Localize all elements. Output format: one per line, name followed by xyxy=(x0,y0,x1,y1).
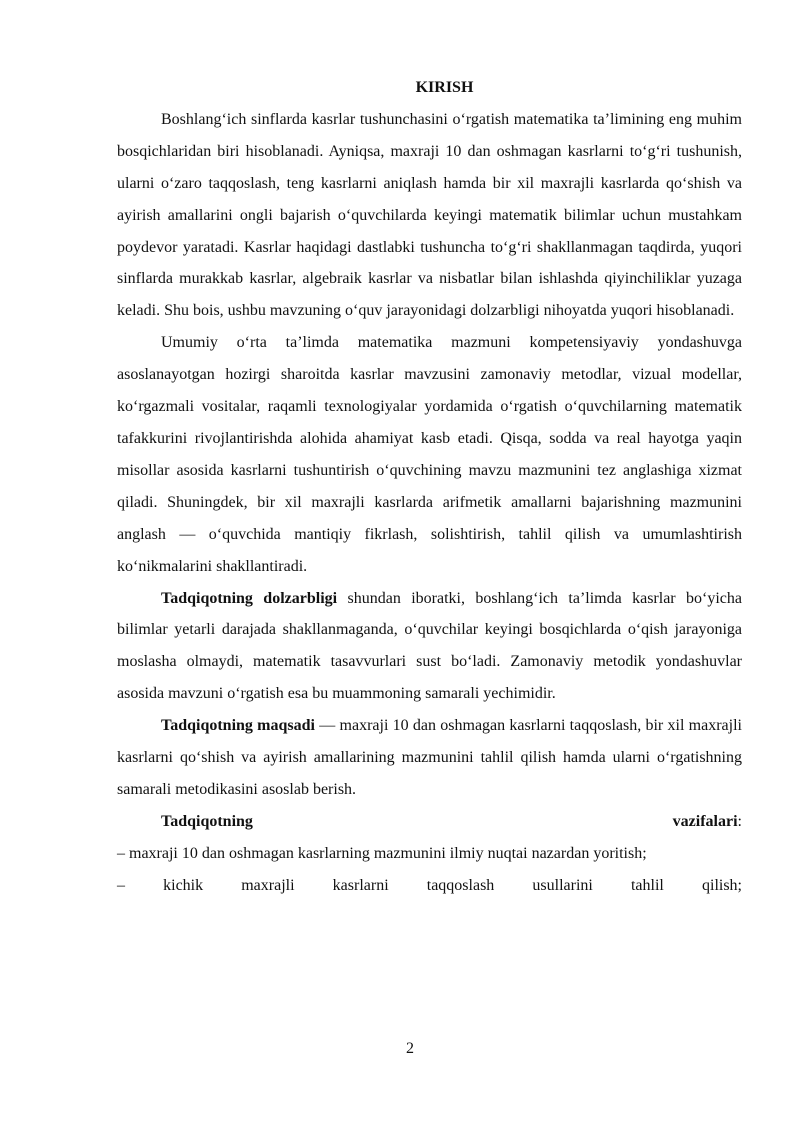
paragraph-approach: Umumiy o‘rta ta’limda matematika mazmuni kompetensiyaviy yondashuvga asoslanayotgan hozirgi sharoitda kasrlar mavzusini zamonaviy metodlar, vizual modellar, ko‘rgazmali vositalar, raqamli texnologiyalar yordamida o‘rgatish o‘quvchilarning matematik tafakkurini rivojlantirishda alohida ahamiyat kasb etadi. Qisqa, sodda va real hayotga yaqin misollar asosida kasrlarni tushuntirish o‘quvchining mavzu mazmunini tez anglashiga xizmat qiladi. Shuningdek, bir xil maxrajli kasrlarda arifmetik amallarni bajarishning mazmunini anglash — o‘quvchida mantiqiy fikrlash, solishtirish, tahlil qilish va umumlashtirish ko‘nikmalarini shakllantiradi. xyxy=(117,334,742,575)
goal-text: — maxraji 10 dan oshmagan kasrlarni taqqoslash, bir xil maxrajli kasrlarni qo‘shish va ayirish amallarining mazmunini tahlil qilish hamda ularni o‘rgatishning samarali metodikasini asoslab berish. xyxy=(117,717,742,798)
paragraph-goal xyxy=(117,710,742,806)
page-number: 2 xyxy=(406,1040,414,1057)
page-title: KIRISH xyxy=(415,79,474,96)
document-body xyxy=(117,72,742,902)
paragraph-intro: Boshlang‘ich sinflarda kasrlar tushunchasini o‘rgatish matematika ta’limining eng muhim bosqichlaridan biri hisoblanadi. Ayniqsa, maxraji 10 dan oshmagan kasrlarni to‘g‘ri tushunish, ularni o‘zaro taqqoslash, teng kasrlarni aniqlash hamda bir xil maxrajli kasrlarda qo‘shish va ayirish amallarini ongli bajarish o‘quvchilarda keyingi matematik bilimlar uchun mustahkam poydevor yaratadi. Kasrlar haqidagi dastlabki tushuncha to‘g‘ri shakllanmagan taqdirda, yuqori sinflarda murakkab kasrlar, algebraik kasrlar va nisbatlar bilan ishlashda qiyinchiliklar yuzaga keladi. Shu bois, ushbu mavzuning o‘quv jarayonidagi dolzarbligi nihoyatda yuqori hisoblanadi. xyxy=(117,110,742,320)
tasks-heading-colon: : xyxy=(737,812,742,830)
goal-heading: Tadqiqotning maqsadi xyxy=(161,717,315,735)
task-item-2: – kichik maxrajli kasrlarni taqqoslash usullarini tahlil qilish; xyxy=(117,876,742,894)
relevance-heading: Tadqiqotning dolzarbligi xyxy=(161,589,338,607)
paragraph-relevance xyxy=(117,583,742,711)
relevance-text: shundan iboratki, boshlang‘ich ta’limda kasrlar bo‘yicha bilimlar yetarli darajada shakllanmaganda, o‘quvchilar keyingi bosqichlarda o‘qish jarayoniga moslasha olmaydi, matematik tasavvurlari sust bo‘ladi. Zamonaviy metodik yondashuvlar asosida mavzuni o‘rgatish esa bu muammoning samarali yechimidir. xyxy=(117,589,742,703)
task-item-1: – maxraji 10 dan oshmagan kasrlarning mazmunini ilmiy nuqtai nazardan yoritish; xyxy=(117,844,647,862)
paragraph-tasks-heading xyxy=(117,806,742,838)
tasks-heading-word1: Tadqiqotning xyxy=(161,812,253,830)
tasks-heading-word2: vazifalari xyxy=(672,812,738,830)
